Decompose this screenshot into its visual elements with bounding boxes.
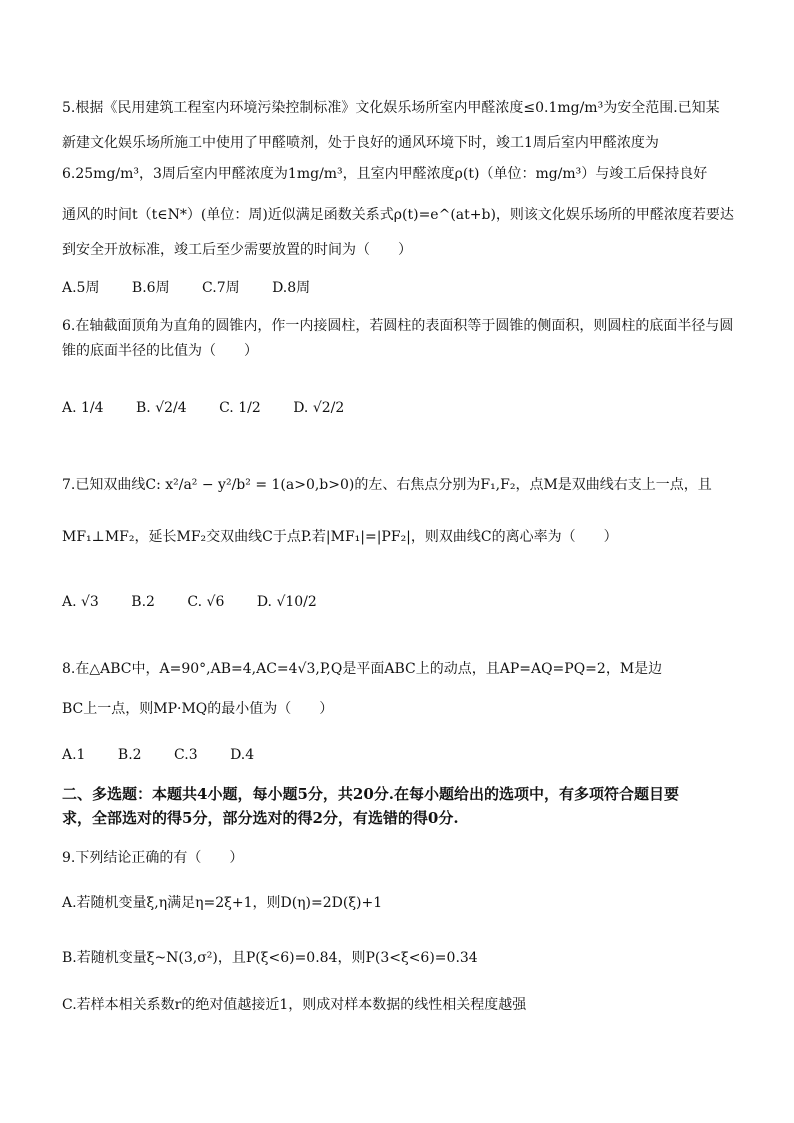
q5-line-1: 5.根据《民用建筑工程室内环境污染控制标准》文化娱乐场所室内甲醛浓度≤0.1mg/m³为安全范围.已知某: [62, 100, 720, 116]
q8-option-c: C.3: [174, 747, 198, 763]
q8-line-2: BC上一点，则MP·MQ的最小值为（ ）: [62, 701, 334, 717]
q5-line-5: 到安全开放标准，竣工后至少需要放置的时间为（ ）: [62, 242, 412, 258]
section-2-heading-line-1: 二、多选题：本题共4小题，每小题5分，共20分.在每小题给出的选项中，有多项符合题目要: [62, 785, 679, 803]
q9-option-b: B.若随机变量ξ~N(3,σ²)，且P(ξ<6)=0.84，则P(3<ξ<6)=0.34: [62, 950, 478, 966]
section-2-heading-line-2: 求，全部选对的得5分，部分选对的得2分，有选错的得0分.: [62, 809, 459, 827]
q8-line-1: 8.在△ABC中，A=90°,AB=4,AC=4√3,P,Q是平面ABC上的动点，且AP=AQ=PQ=2，M是边: [62, 661, 663, 677]
q7-option-b: B.2: [131, 594, 155, 610]
q6-option-b: B. √2/4: [136, 400, 187, 416]
q7-option-d: D. √10/2: [256, 594, 317, 610]
q9-option-a: A.若随机变量ξ,η满足η=2ξ+1，则D(η)=2D(ξ)+1: [62, 895, 383, 911]
q6-option-d: D. √2/2: [293, 400, 345, 416]
q7-option-c: C. √6: [187, 594, 225, 610]
q7-options: [62, 592, 345, 612]
q6-option-c: C. 1/2: [219, 400, 261, 416]
q5-option-d: D.8周: [272, 280, 311, 296]
q8-option-a: A.1: [62, 747, 86, 763]
q6-option-a: A. 1/4: [62, 400, 104, 416]
q8-option-d: D.4: [230, 747, 255, 763]
q7-line-1: 7.已知双曲线C: x²/a² − y²/b² = 1(a>0,b>0)的左、右焦点分别为F₁,F₂，点M是双曲线右支上一点，且: [62, 477, 712, 493]
q6-line-1: 6.在轴截面顶角为直角的圆锥内，作一内接圆柱，若圆柱的表面积等于圆锥的侧面积，则圆柱的底面半径与圆: [62, 318, 734, 334]
q5-options: [62, 278, 338, 298]
q5-line-2: 新建文化娱乐场所施工中使用了甲醛喷剂，处于良好的通风环境下时，竣工1周后室内甲醛浓度为: [62, 135, 659, 151]
q9-option-c: C.若样本相关系数r的绝对值越接近1，则成对样本数据的线性相关程度越强: [62, 997, 527, 1013]
q6-options: [62, 398, 372, 418]
q6-line-2: 锥的底面半径的比值为（ ）: [62, 343, 258, 359]
q5-line-3: 6.25mg/m³，3周后室内甲醛浓度为1mg/m³，且室内甲醛浓度ρ(t)（单位：mg/m³）与竣工后保持良好: [62, 166, 708, 182]
q5-option-a: A.5周: [62, 280, 100, 296]
q5-option-b: B.6周: [131, 280, 170, 296]
q7-line-2: MF₁⊥MF₂，延长MF₂交双曲线C于点P.若|MF₁|=|PF₂|，则双曲线C的离心率为（ ）: [62, 529, 618, 545]
q9-stem: 9.下列结论正确的有（ ）: [62, 850, 244, 866]
q5-option-c: C.7周: [202, 280, 240, 296]
q8-option-b: B.2: [117, 747, 142, 763]
q5-line-4: 通风的时间t（t∈N*）(单位：周)近似满足函数关系式ρ(t)=e^(at+b)，则该文化娱乐场所的甲醛浓度若要达: [62, 207, 734, 223]
q8-options: [62, 745, 282, 765]
q7-option-a: A. √3: [62, 594, 99, 610]
